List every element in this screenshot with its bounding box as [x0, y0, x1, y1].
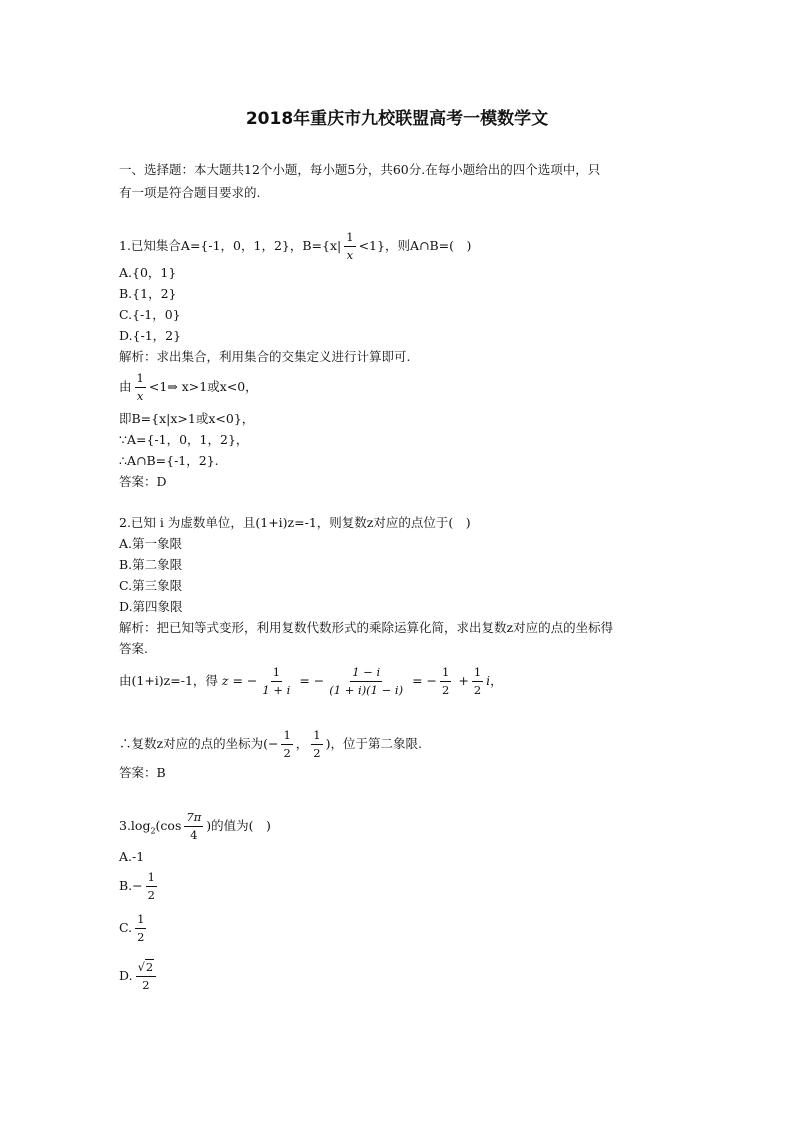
q2-analysis-line-2: 答案.	[119, 641, 148, 656]
q1-step-4: ∴A∩B={-1，2}.	[119, 453, 219, 468]
q3-stem-part-c: )的值为( )	[206, 818, 271, 833]
q3-option-b-denominator: 2	[147, 887, 155, 902]
q2-fraction-4-numerator: 1	[472, 667, 483, 682]
q1-stem-part-b: <1}，则A∩B=( )	[358, 238, 472, 253]
q3-option-d-numerator	[136, 962, 157, 977]
q3-option-c-denominator: 2	[137, 929, 145, 944]
q3-option-d-label: D.	[119, 968, 133, 983]
q1-stem	[119, 232, 471, 261]
q2-fraction-2-numerator: 1 − i	[350, 667, 382, 682]
q2-fraction-1-numerator: 1	[271, 667, 282, 682]
q2-step-2-part-a: ∴复数z对应的点的坐标为(−	[119, 736, 279, 751]
q1-stem-fraction	[344, 232, 355, 261]
sqrt-icon: √	[137, 960, 145, 974]
q2-eq-z: z	[221, 673, 229, 688]
q2-fraction-2	[327, 667, 405, 696]
q2-option-c: C.第三象限	[119, 578, 183, 593]
q2-fraction-2-denominator: (1 + i)(1 − i)	[329, 682, 404, 697]
q2-eq-sign-4: +	[458, 673, 469, 688]
q2-fraction-3-denominator: 2	[442, 682, 450, 697]
q2-point-x-denominator: 2	[283, 745, 291, 760]
q2-answer: 答案：B	[119, 765, 166, 780]
q3-option-d	[119, 962, 159, 991]
q2-fraction-1-denominator: 1 + i	[262, 682, 291, 697]
q2-eq-end: ，	[490, 673, 503, 688]
q2-point-x-fraction	[281, 730, 292, 759]
q3-option-b-numerator: 1	[146, 872, 157, 887]
q3-option-b	[119, 872, 160, 901]
q2-option-a: A.第一象限	[119, 536, 183, 551]
q1-option-d: D.{-1，2}	[119, 328, 182, 343]
q2-fraction-3-numerator: 1	[440, 667, 451, 682]
q2-fraction-3	[440, 667, 451, 696]
q2-step-1	[119, 667, 503, 696]
q3-option-d-radicand: 2	[145, 960, 154, 974]
q3-option-b-label: B.	[119, 878, 133, 893]
q2-eq-sign-2: = −	[299, 673, 325, 688]
q1-step-1-fraction	[135, 373, 146, 402]
q1-step-2: 即B={x|x>1或x<0}，	[119, 411, 255, 426]
q1-step-1	[119, 373, 258, 402]
q2-point-y-numerator: 1	[311, 730, 322, 745]
q3-log-base: 2	[150, 826, 156, 836]
q2-eq-sign-1: = −	[232, 673, 258, 688]
q3-option-d-denominator: 2	[142, 977, 150, 992]
q1-analysis: 解析：求出集合，利用集合的交集定义进行计算即可.	[119, 349, 411, 364]
q2-eq-i: i	[486, 673, 491, 688]
q1-option-b: B.{1，2}	[119, 286, 177, 301]
q2-option-d: D.第四象限	[119, 599, 183, 614]
q1-step-1-part-a: 由	[119, 379, 132, 394]
q2-option-b: B.第二象限	[119, 557, 183, 572]
q3-option-b-fraction	[146, 872, 157, 901]
section-heading-line-2: 有一项是符合题目要求的.	[119, 185, 261, 200]
document-title: 2018年重庆市九校联盟高考一模数学文	[245, 109, 549, 129]
q3-option-c-numerator: 1	[135, 914, 146, 929]
q2-stem: 2.已知 i 为虚数单位，且(1+i)z=-1，则复数z对应的点位于( )	[119, 515, 471, 530]
q2-eq-sign-3: = −	[412, 673, 438, 688]
q1-step-3: ∵A={-1，0，1，2}，	[119, 432, 249, 447]
q1-step-1-denominator: x	[136, 388, 144, 403]
q3-stem-part-a: 3.log	[119, 818, 151, 833]
q1-frac-denominator: x	[346, 247, 354, 262]
q1-option-a: A.{0，1}	[119, 265, 177, 280]
q2-step-1-text: 由(1+i)z=-1，得	[119, 673, 218, 688]
q1-frac-numerator: 1	[344, 232, 355, 247]
q2-analysis-line-1: 解析：把已知等式变形，利用复数代数形式的乘除运算化简，求出复数z对应的点的坐标得	[119, 620, 614, 635]
q3-option-c-fraction	[135, 914, 146, 943]
q1-option-c: C.{-1，0}	[119, 307, 181, 322]
q3-stem	[119, 812, 271, 841]
q1-answer: 答案：D	[119, 474, 167, 489]
q3-stem-part-b: (cos	[155, 818, 182, 833]
q2-point-y-fraction	[311, 730, 322, 759]
q3-option-c-label: C.	[119, 920, 133, 935]
q2-step-2-part-b: ，	[295, 736, 309, 751]
q3-frac-numerator: 7π	[184, 812, 203, 827]
q2-fraction-4-denominator: 2	[473, 682, 482, 697]
q2-fraction-1	[260, 667, 292, 696]
q3-option-c	[119, 914, 149, 943]
q3-stem-fraction	[184, 812, 203, 841]
q2-step-2-part-c: )，位于第二象限.	[325, 736, 422, 751]
q1-step-1-numerator: 1	[135, 373, 146, 388]
q3-option-b-sign: −	[132, 878, 143, 893]
q2-point-x-numerator: 1	[281, 730, 292, 745]
q2-point-y-denominator: 2	[313, 745, 321, 760]
section-heading-line-1: 一、选择题：本大题共12个小题，每小题5分，共60分.在每小题给出的四个选项中，只	[119, 162, 601, 177]
q2-fraction-4	[472, 667, 483, 696]
q1-step-1-part-b: <1⇒ x>1或x<0，	[148, 379, 258, 394]
q1-stem-part-a: 1.已知集合A={-1，0，1，2}，B={x|	[119, 238, 342, 253]
q3-option-a: A.-1	[119, 849, 145, 864]
q3-option-d-fraction	[136, 962, 157, 991]
q2-step-2	[119, 730, 422, 759]
q3-frac-denominator: 4	[190, 827, 198, 842]
